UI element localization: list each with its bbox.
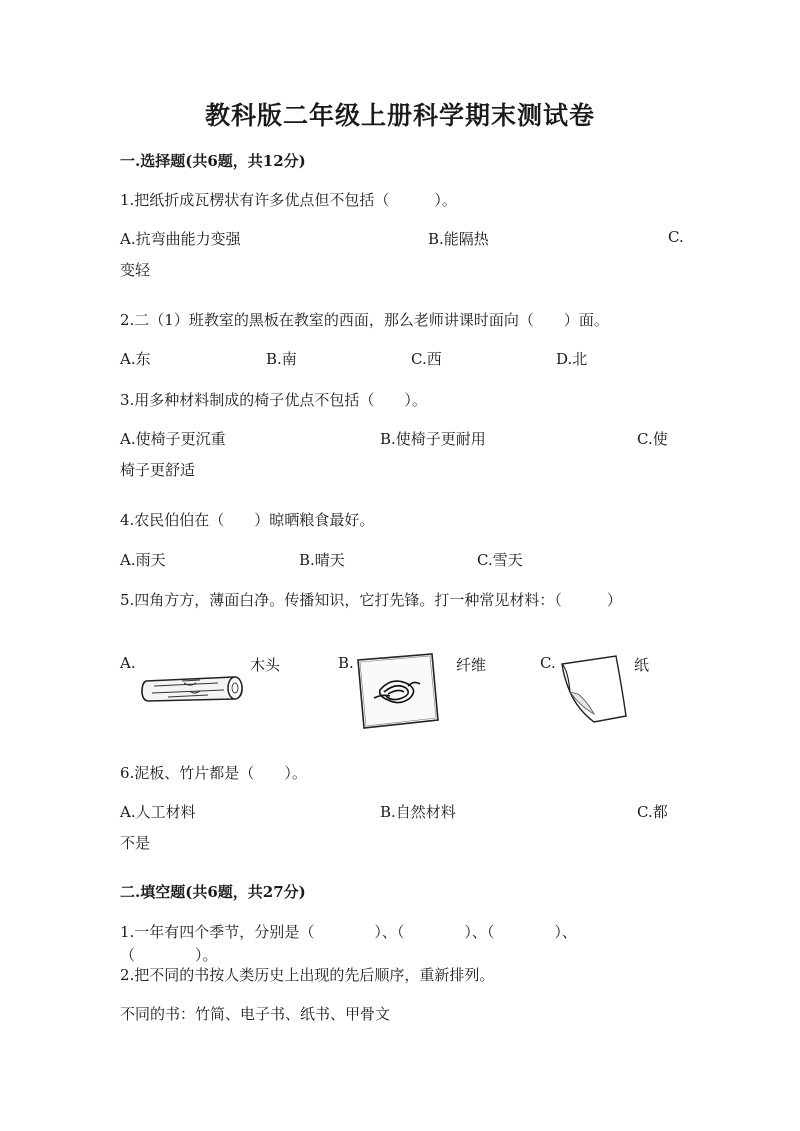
page-title: 教科版二年级上册科学期末测试卷 — [204, 101, 595, 130]
fill-question-1: 1.一年有四个季节，分别是（ ）、（ ）、（ ）、 — [120, 923, 577, 941]
question-5: 5.四角方方，薄面白净。传播知识，它打先锋。打一种常见材料：（ ） — [120, 591, 622, 609]
q3-option-a[interactable]: A.使椅子更沉重 — [120, 430, 226, 448]
q2-option-b[interactable]: B.南 — [266, 350, 297, 368]
q4-option-c[interactable]: C.雪天 — [477, 551, 523, 569]
q5-option-a-label: 木头 — [250, 656, 281, 674]
question-2: 2.二（1）班教室的黑板在教室的西面，那么老师讲课时面向（ ）面。 — [120, 311, 609, 329]
fill-question-1-continued: （ ）。 — [120, 946, 218, 964]
q5-option-b-label: 纤维 — [456, 656, 487, 674]
wood-log-image — [138, 671, 246, 705]
question-1: 1.把纸折成瓦楞状有许多优点但不包括（ ）。 — [120, 191, 457, 209]
q2-option-d[interactable]: D.北 — [556, 350, 588, 368]
q2-option-a[interactable]: A.东 — [120, 350, 151, 368]
q2-option-c[interactable]: C.西 — [411, 350, 442, 368]
q3-option-c-continued: 椅子更舒适 — [120, 461, 196, 479]
q6-option-b[interactable]: B.自然材料 — [380, 803, 456, 821]
q1-option-c-continued: 变轻 — [120, 261, 151, 279]
q1-option-a[interactable]: A.抗弯曲能力变强 — [120, 230, 241, 248]
q4-option-b[interactable]: B.晴天 — [299, 551, 345, 569]
q1-option-c[interactable]: C. — [668, 228, 684, 246]
question-4: 4.农民伯伯在（ ）晾晒粮食最好。 — [120, 511, 375, 529]
fill-question-2-books: 不同的书：竹简、电子书、纸书、甲骨文 — [120, 1005, 391, 1023]
fill-question-2: 2.把不同的书按人类历史上出现的先后顺序，重新排列。 — [120, 966, 495, 984]
q5-option-c-letter[interactable]: C. — [540, 654, 556, 672]
q5-option-b-letter[interactable]: B. — [338, 654, 354, 672]
question-6: 6.泥板、竹片都是（ ）。 — [120, 764, 307, 782]
q6-option-c-continued: 不是 — [120, 834, 151, 852]
q6-option-c[interactable]: C.都 — [637, 803, 668, 821]
q6-option-a[interactable]: A.人工材料 — [120, 803, 196, 821]
q4-option-a[interactable]: A.雨天 — [120, 551, 166, 569]
q1-option-b[interactable]: B.能隔热 — [428, 230, 489, 248]
fiber-mat-image — [352, 650, 444, 732]
q5-option-c-label: 纸 — [634, 656, 650, 674]
section-heading-fill: 二.填空题(共6题，共27分) — [120, 883, 306, 901]
question-3: 3.用多种材料制成的椅子优点不包括（ ）。 — [120, 391, 427, 409]
q5-option-a-letter[interactable]: A. — [120, 654, 136, 672]
paper-sheet-image — [556, 652, 632, 726]
q3-option-b[interactable]: B.使椅子更耐用 — [380, 430, 486, 448]
section-heading-choice: 一.选择题(共6题，共12分) — [120, 152, 306, 170]
q3-option-c[interactable]: C.使 — [637, 430, 668, 448]
